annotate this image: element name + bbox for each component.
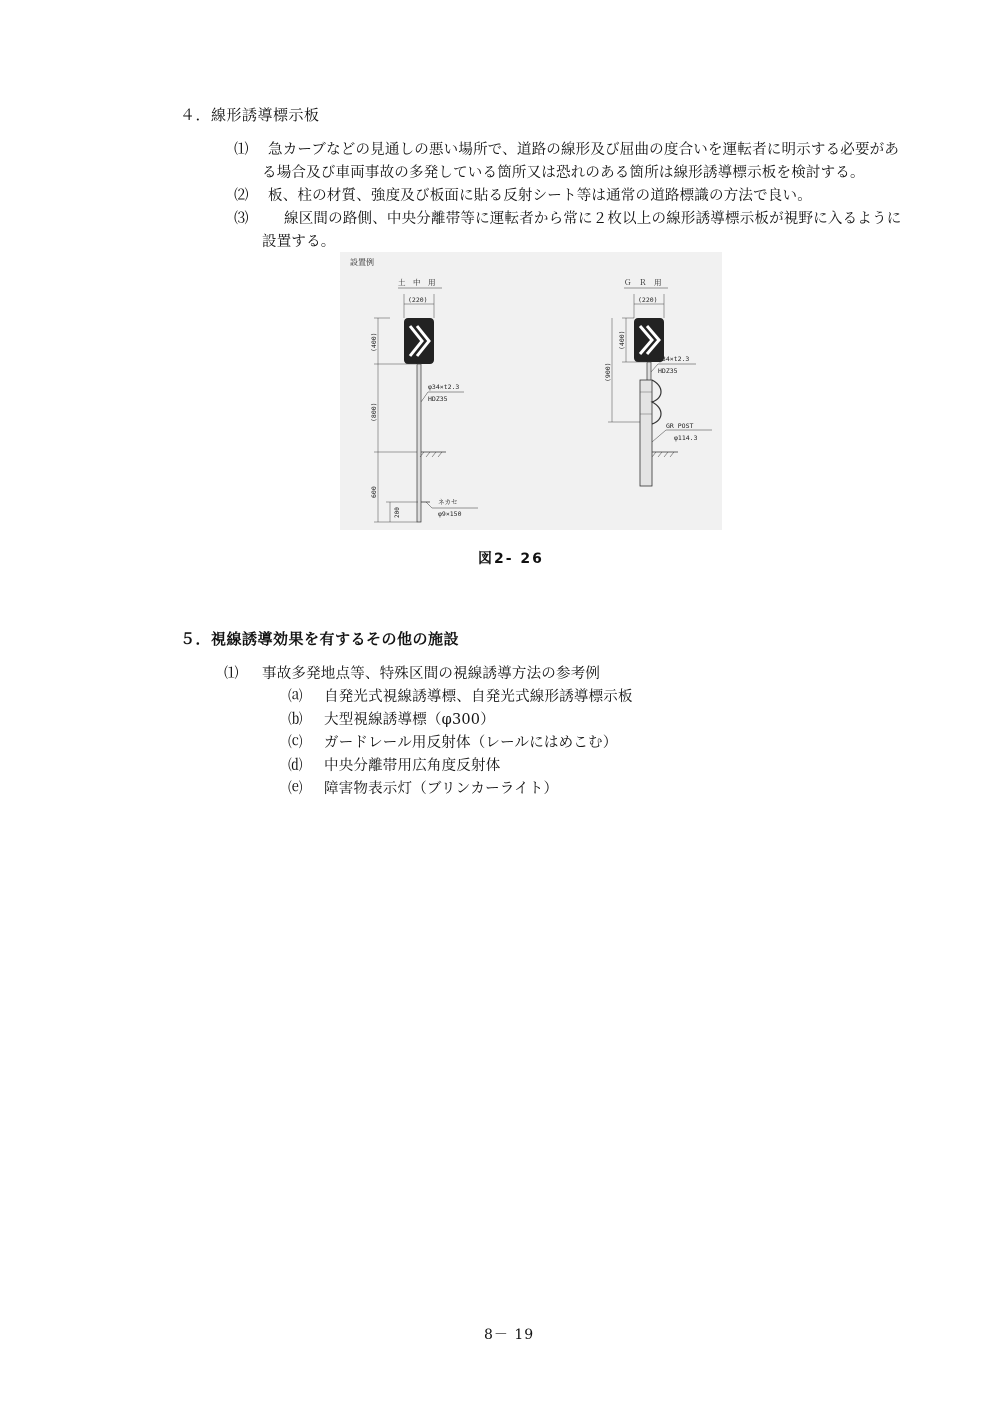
list-item-b-label: ⒝ bbox=[288, 712, 303, 728]
figure-example-label: 設置例 bbox=[350, 258, 374, 267]
left-pole-dim: (800) bbox=[370, 402, 378, 422]
figure-background bbox=[340, 252, 722, 530]
list-item-d-label: ⒟ bbox=[288, 758, 303, 774]
section-5-heading: ５．視線誘導効果を有するその他の施設 bbox=[180, 630, 460, 648]
right-total-dim: (900) bbox=[604, 362, 612, 382]
right-post-label: GR POST bbox=[666, 422, 694, 430]
left-pipe-spec: φ34×t2.3 bbox=[428, 383, 460, 391]
item-3-line-1: 線区間の路側、中央分離帯等に運転者から常に２枚以上の線形誘導標示板が視野に入るように bbox=[284, 211, 902, 227]
page-number: 8－ 19 bbox=[484, 1327, 535, 1343]
left-embed-dim: 600 bbox=[370, 486, 378, 498]
item-2-number: ⑵ bbox=[234, 188, 249, 204]
item-1-number: ⑴ bbox=[234, 142, 249, 158]
list-item-d-text: 中央分離帯用広角度反射体 bbox=[324, 758, 501, 774]
right-finish: HDZ35 bbox=[658, 367, 678, 375]
list-item-a-text: 自発光式視線誘導標、自発光式線形誘導標示板 bbox=[324, 689, 633, 705]
installation-figure bbox=[340, 252, 722, 530]
item-2-line-1: 板、柱の材質、強度及び板面に貼る反射シート等は通常の道路標識の方法で良い。 bbox=[268, 188, 812, 204]
item-1-line-1: 急カーブなどの見通しの悪い場所で、道路の線形及び屈曲の度合いを運転者に明示する必要があ bbox=[268, 142, 900, 158]
list-item-e-label: ⒠ bbox=[288, 781, 303, 797]
left-title: 土 中 用 bbox=[398, 278, 436, 287]
item-1-line-2: る場合及び車両事故の多発している箇所又は恐れのある箇所は線形誘導標示板を検討する。 bbox=[262, 165, 865, 181]
list-item-c-text: ガードレール用反射体（レールにはめこむ） bbox=[324, 735, 618, 751]
left-width-dim: (220) bbox=[408, 296, 428, 304]
list-item-c-label: ⒞ bbox=[288, 735, 303, 751]
right-title: Ｇ Ｒ 用 bbox=[624, 278, 662, 287]
left-finish: HDZ35 bbox=[428, 395, 448, 403]
right-gr-post bbox=[640, 380, 652, 486]
item-3-number: ⑶ bbox=[234, 211, 249, 227]
right-plate-dim: (400) bbox=[618, 330, 626, 350]
left-base-dim: 200 bbox=[394, 507, 401, 518]
section-5-intro: 事故多発地点等、特殊区間の視線誘導方法の参考例 bbox=[262, 666, 601, 682]
list-item-a-label: ⒜ bbox=[288, 689, 303, 705]
section-4-heading: ４．線形誘導標示板 bbox=[180, 106, 320, 124]
item-3-line-2: 設置する。 bbox=[262, 234, 336, 250]
left-pole bbox=[417, 364, 421, 522]
left-plate-dim: (400) bbox=[370, 332, 378, 352]
figure-caption: 図2- 26 bbox=[478, 551, 544, 567]
section-5-intro-number: ⑴ bbox=[224, 666, 239, 682]
left-anchor-spec: φ9×150 bbox=[438, 510, 462, 518]
list-item-b-text: 大型視線誘導標（φ300） bbox=[324, 712, 495, 728]
right-width-dim: (220) bbox=[638, 296, 658, 304]
right-pipe-spec: φ34×t2.3 bbox=[658, 355, 690, 363]
list-item-e-text: 障害物表示灯（ブリンカーライト） bbox=[324, 781, 559, 797]
left-anchor-label: ネカセ bbox=[438, 498, 458, 506]
right-post-spec: φ114.3 bbox=[674, 434, 698, 442]
